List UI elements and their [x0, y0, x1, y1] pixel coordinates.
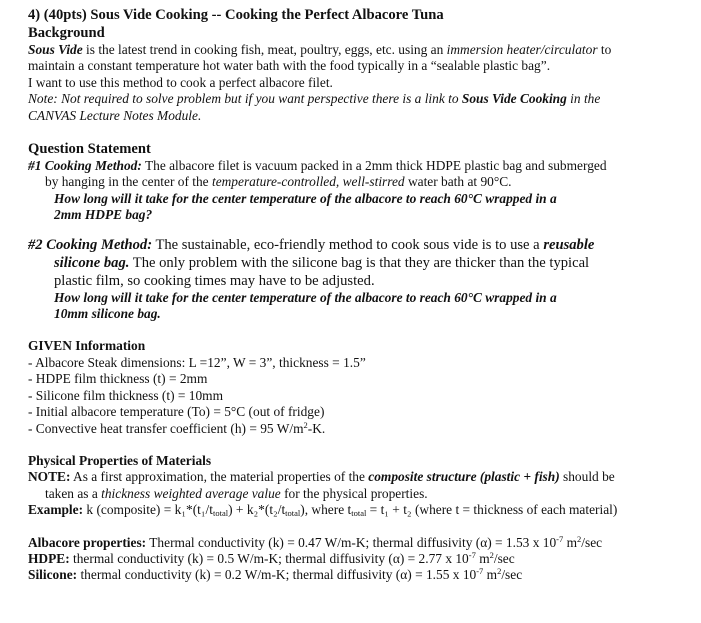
background-line-3: I want to use this method to cook a perfect albacore filet. — [28, 74, 333, 90]
method-1-line-2: by hanging in the center of the temperature-controlled, well-stirred water bath at 90°C. — [45, 174, 512, 190]
composite-example: Example: k (composite) = $k_1*(t_1/t_{total}) + k_2*(t_2/t_{total})$, where $t_{total} = t_1 + t_2$ (where t = thickness of each material) — [28, 502, 618, 519]
hdpe-properties: HDPE: thermal conductivity (k) = 0.5 W/m-K; thermal diffusivity (α) = 2.77 x $10^{-7}$ $m^2/\sec$ — [28, 549, 515, 566]
problem-title: 4) (40pts) Sous Vide Cooking -- Cooking the Perfect Albacore Tuna — [28, 7, 444, 23]
method-2-question-2: 10mm silicone bag. — [54, 306, 161, 322]
background-line-2: maintain a constant temperature hot water bath with the food typically in a “sealable plastic bag”. — [28, 58, 551, 74]
albacore-properties: Albacore properties: Thermal conductivity (k) = 0.47 W/m-K; thermal diffusivity (α) = 1.53 x $10^{-7}$ $m^2/\sec$ — [28, 533, 603, 550]
sous-vide-cooking-link-text: Sous Vide Cooking — [461, 91, 567, 107]
question-heading: Question Statement — [28, 141, 151, 158]
method-1-question-2: 2mm HDPE bag? — [54, 207, 153, 223]
method-1-line-1: #1 Cooking Method: The albacore filet is vacuum packed in a 2mm thick HDPE plastic bag and submerged — [28, 158, 607, 174]
method-2-line-1: #2 Cooking Method: The sustainable, eco-friendly method to cook sous vide is to use a reusable — [28, 236, 595, 253]
given-item: - HDPE film thickness (t) = 2mm — [28, 371, 208, 387]
physical-heading: Physical Properties of Materials — [28, 452, 212, 468]
background-note-1: Note: Not required to solve problem but if you want perspective there is a link to Sous Vide Cooking in the — [28, 91, 601, 107]
given-heading: GIVEN Information — [28, 338, 146, 354]
given-item: - Initial albacore temperature (To) = 5°C (out of fridge) — [28, 404, 325, 420]
method-2-line-2: silicone bag. The only problem with the silicone bag is that they are thicker than the typical — [54, 254, 590, 271]
physical-note-line-2: taken as a thickness weighted average value for the physical properties. — [45, 485, 428, 501]
silicone-properties: Silicone: thermal conductivity (k) = 0.2 W/m-K; thermal diffusivity (α) = 1.55 x $10^{-7}$ $m^2/\sec$ — [28, 566, 523, 583]
background-note-2: CANVAS Lecture Notes Module. — [28, 107, 202, 123]
given-item-convective: - Convective heat transfer coefficient (h) = 95 $W/m^2-K$. — [28, 419, 326, 436]
method-1-question-1: How long will it take for the center temperature of the albacore to reach 60°C wrapped in a — [54, 190, 557, 206]
given-item: - Albacore Steak dimensions: L =12”, W = 3”, thickness = 1.5” — [28, 354, 366, 370]
background-line-1: Sous Vide is the latest trend in cooking fish, meat, poultry, eggs, etc. using an immersion heater/circulator to — [28, 42, 612, 57]
background-heading: Background — [28, 25, 105, 41]
problem-document — [28, 6, 693, 584]
physical-note-line-1: NOTE: As a first approximation, the material properties of the composite structure (plastic + fish) should be — [28, 469, 615, 485]
method-2-line-3: plastic film, so cooking times may have to be adjusted. — [54, 272, 375, 289]
sous-vide-term: Sous Vide — [28, 42, 83, 57]
given-item: - Silicone film thickness (t) = 10mm — [28, 387, 223, 403]
method-2-question-1: How long will it take for the center temperature of the albacore to reach 60°C wrapped in a — [54, 289, 557, 305]
